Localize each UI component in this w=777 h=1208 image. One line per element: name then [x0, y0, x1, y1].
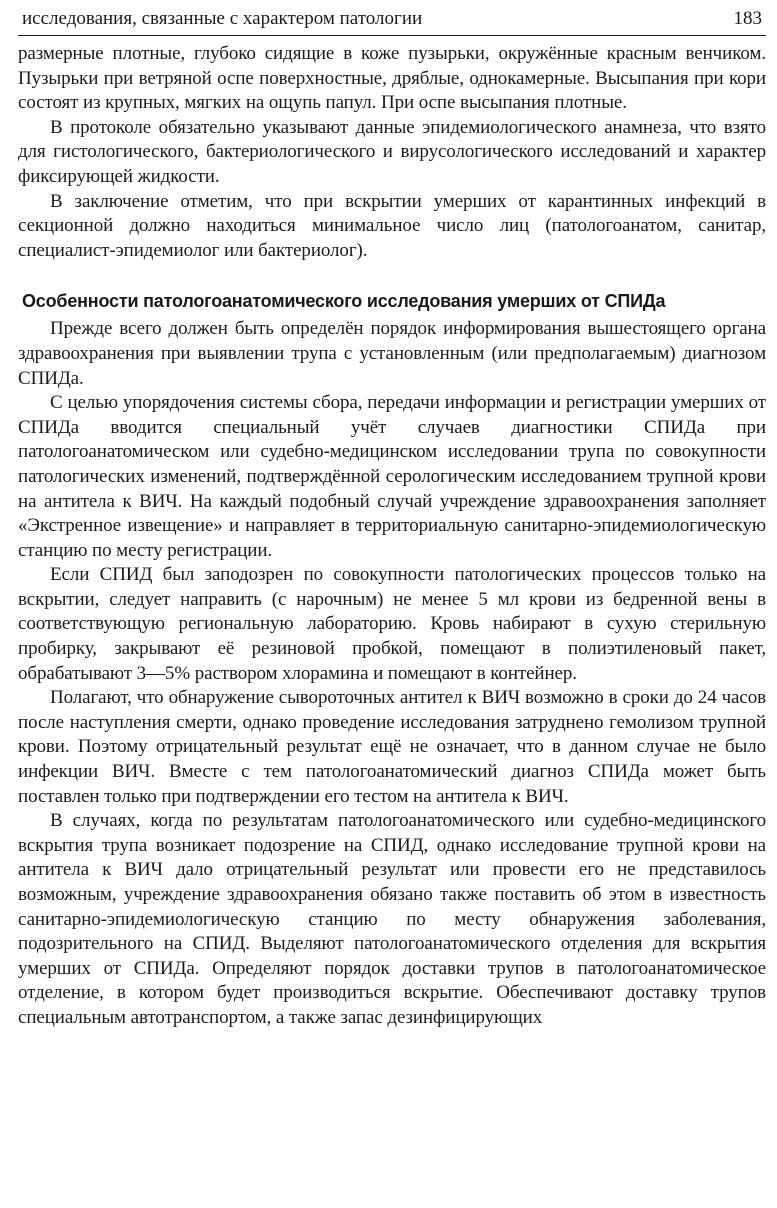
paragraph-suspicion-cases: В случаях, когда по результатам патологоанатомического или судебно-медицинского вскрытия трупа возникает подозрение на СПИД, однако исследование трупной крови на антитела к ВИЧ дало отрицательный результат или провести его не представилось возможным, учреждение здравоохранения обязано также поставить об этом в известность санитарно-эпидемиологическую станцию по месту обнаружения заболевания, подозрительного на СПИД. Выделяют патологоанатомического отделения для вскрытия умерших от СПИДа. Определяют порядок доставки трупов в патологоанатомическое отделение, в котором будет производиться вскрытие. Обеспечивают доставку трупов специальным автотранспортом, а также запас дезинфицирующих [18, 810, 766, 1028]
paragraph-antibodies: Полагают, что обнаружение сывороточных антител к ВИЧ возможно в сроки до 24 часов после наступления смерти, однако проведение исследования затруднено гемолизом трупной крови. Поэтому отрицательный результат ещё не означает, что в данном случае не было инфекции ВИЧ. Вместе с тем патологоанатомический диагноз СПИДа может быть поставлен только при подтверждении его тестом на антитела к ВИЧ. [18, 687, 766, 807]
section-heading: Особенности патологоанатомического исследования умерших от СПИДа [22, 291, 666, 312]
page-number: 183 [733, 8, 762, 29]
paragraph-blood-sample: Если СПИД был заподозрен по совокупности патологических процессов только на вскрытии, следует направить (с нарочным) не менее 5 мл крови из бедренной вены в соответствующую региональную лабораторию. Кровь набирают в сухую стерильную пробирку, закрывают её резиновой пробкой, помещают в полиэтиленовый пакет, обрабатывают 3—5% раствором хлорамина и помещают в контейнер. [18, 564, 766, 684]
running-title: исследования, связанные с характером патологии [22, 8, 423, 29]
paragraph-informing: Прежде всего должен быть определён порядок информирования вышестоящего органа здравоохранения при выявлении трупа с установленным (или предполагаемым) диагнозом СПИДа. [18, 318, 766, 389]
paragraph-registration: С целью упорядочения системы сбора, передачи информации и регистрации умерших от СПИДа вводится специальный учёт случаев диагностики СПИДа при патологоанатомическом или судебно-медицинском исследовании трупа по совокупности патологических изменений, подтверждённой серологическим исследованием трупной крови на антитела к ВИЧ. На каждый подобный случай учреждение здравоохранения заполняет «Экстренное извещение» и направляет в территориальную санитарно-эпидемиологическую станцию по месту регистрации. [18, 392, 766, 561]
paragraph-protocol: В протоколе обязательно указывают данные эпидемиологического анамнеза, что взято для гистологического, бактериологического и вирусологического исследований и характер фиксирующей жидкости. [18, 116, 766, 187]
running-header [18, 6, 766, 36]
paragraph-continued: размерные плотные, глубоко сидящие в коже пузырьки, окружённые красным венчиком. Пузырьки при ветряной оспе поверхностные, дряблые, однокамерные. Высыпания при кори состоят из крупных, мягких на ощупь папул. При оспе высыпания плотные. [18, 43, 766, 114]
book-page [18, 6, 766, 1031]
paragraph-conclusion: В заключение отметим, что при вскрытии умерших от карантинных инфекций в секционной должно находиться минимальное число лиц (патологоанатом, санитар, специалист-эпидемиолог или бактериолог). [18, 190, 766, 261]
